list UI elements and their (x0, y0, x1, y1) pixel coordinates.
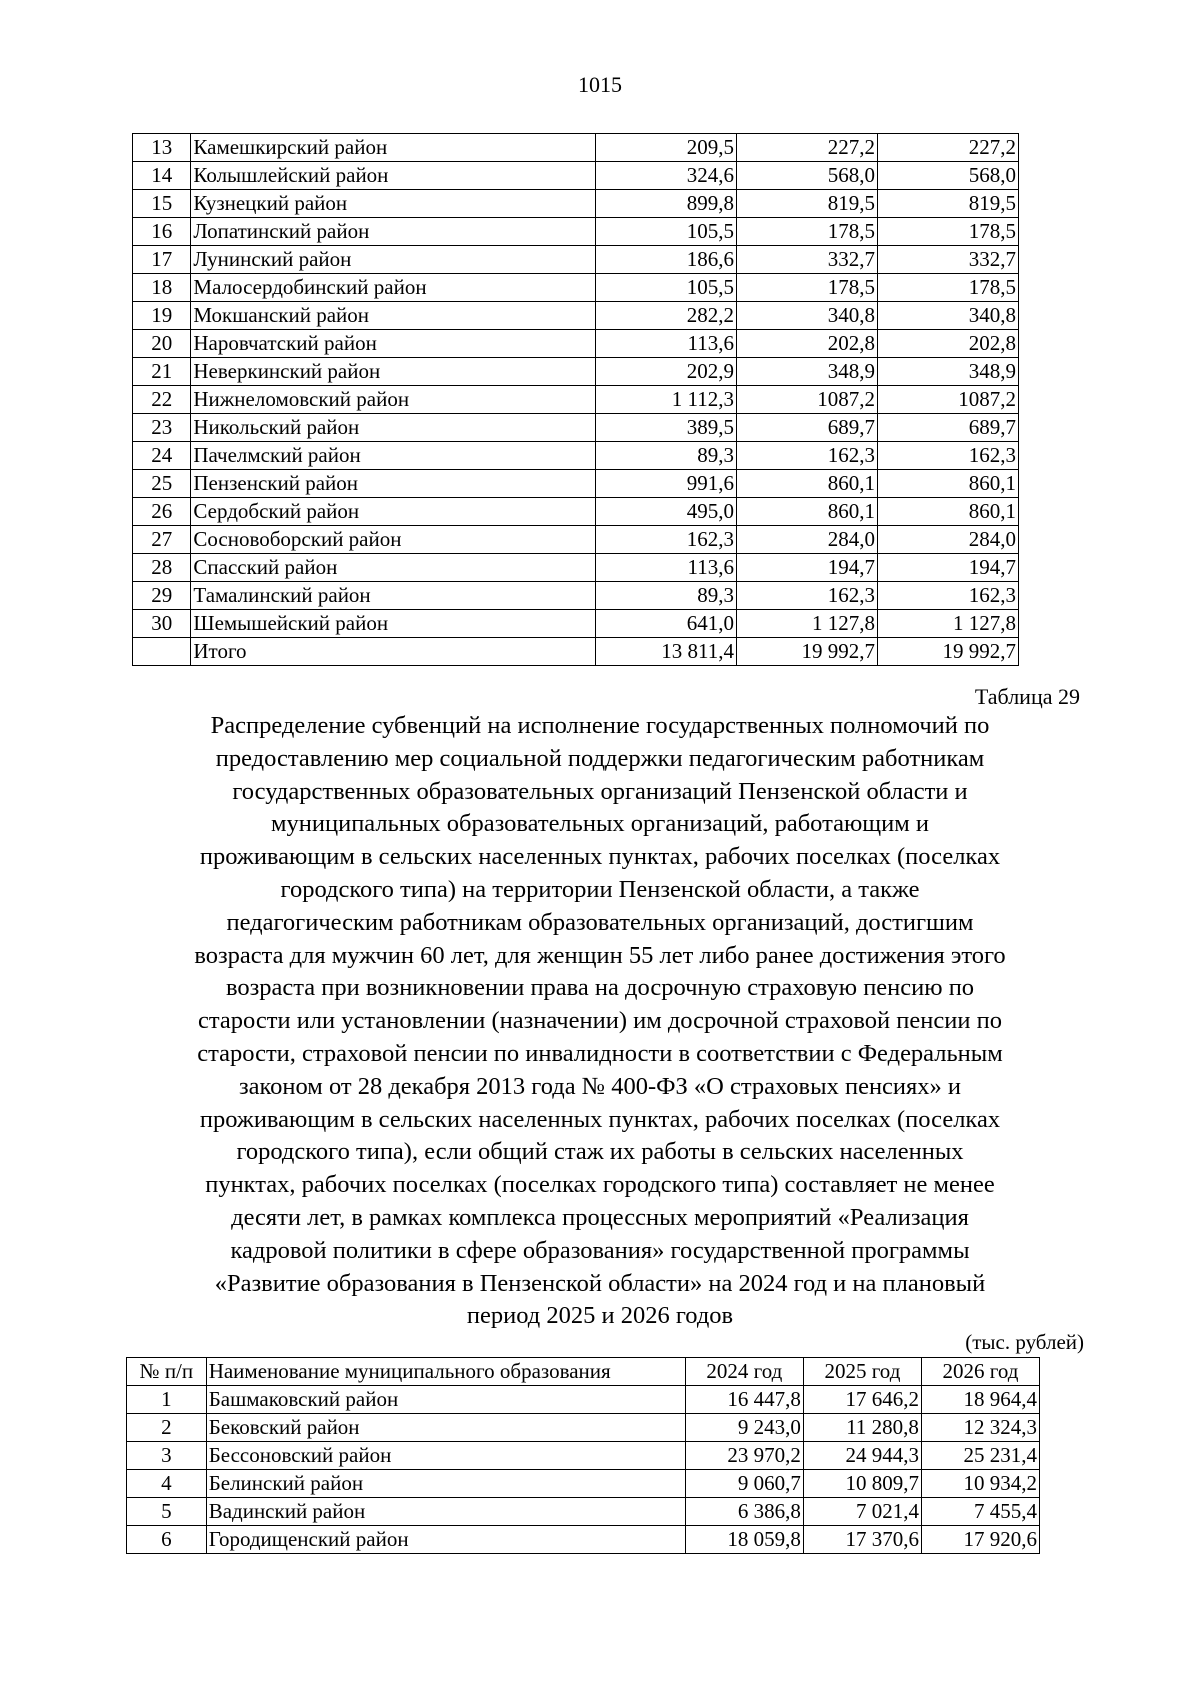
table-row (133, 358, 1019, 386)
table-row (127, 1526, 1040, 1554)
table-row (133, 246, 1019, 274)
value-2025: 202,8 (736, 330, 877, 358)
table-row (127, 1386, 1040, 1414)
district-name: Тамалинский район (191, 582, 596, 610)
district-name: Сосновоборский район (191, 526, 596, 554)
table-29 (126, 1357, 1040, 1554)
value-2024: 324,6 (596, 162, 737, 190)
row-number: 24 (133, 442, 191, 470)
value-2024: 389,5 (596, 414, 737, 442)
header-2025: 2025 год (803, 1358, 921, 1386)
row-number: 16 (133, 218, 191, 246)
title-line: Распределение субвенций на исполнение государственных полномочий по (210, 712, 990, 739)
value-2024: 186,6 (596, 246, 737, 274)
title-line: предоставлению мер социальной поддержки педагогическим работникам (215, 744, 985, 772)
table-row (133, 554, 1019, 582)
value-2025: 1 127,8 (736, 610, 877, 638)
table-row (133, 442, 1019, 470)
district-name: Бековский район (206, 1414, 685, 1442)
value-2026: 340,8 (877, 302, 1018, 330)
row-number: 13 (133, 134, 191, 162)
row-number: 14 (133, 162, 191, 190)
row-number: 27 (133, 526, 191, 554)
district-name: Сердобский район (191, 498, 596, 526)
title-line: старости или установлении (назначении) им досрочной страховой пенсии по (198, 1007, 1002, 1035)
value-2025: 19 992,7 (736, 638, 877, 666)
value-2024: 209,5 (596, 134, 737, 162)
table-row (127, 1442, 1040, 1470)
table-row (133, 218, 1019, 246)
district-name: Лопатинский район (191, 218, 596, 246)
value-2024: 6 386,8 (685, 1498, 803, 1526)
title-line: муниципальных образовательных организаций, работающим и (271, 810, 929, 838)
table-title (120, 710, 1080, 1333)
value-2025: 11 280,8 (803, 1414, 921, 1442)
title-line: «Развитие образования в Пензенской области» на 2024 год и на плановый (214, 1269, 986, 1297)
value-2025: 7 021,4 (803, 1498, 921, 1526)
value-2026: 10 934,2 (921, 1470, 1039, 1498)
table-row (127, 1470, 1040, 1498)
title-line: городского типа) на территории Пензенской области, а также (280, 875, 920, 903)
district-name: Белинский район (206, 1470, 685, 1498)
row-number: 25 (133, 470, 191, 498)
table-row (133, 162, 1019, 190)
district-name: Малосердобинский район (191, 274, 596, 302)
district-name: Камешкирский район (191, 134, 596, 162)
value-2025: 178,5 (736, 218, 877, 246)
row-number: 1 (127, 1386, 207, 1414)
district-name: Нижнеломовский район (191, 386, 596, 414)
value-2024: 282,2 (596, 302, 737, 330)
value-2026: 162,3 (877, 582, 1018, 610)
value-2026: 194,7 (877, 554, 1018, 582)
table-row (127, 1414, 1040, 1442)
value-2024: 105,5 (596, 274, 737, 302)
value-2025: 17 646,2 (803, 1386, 921, 1414)
district-name: Пензенский район (191, 470, 596, 498)
value-2025: 689,7 (736, 414, 877, 442)
table-row (133, 470, 1019, 498)
value-2024: 899,8 (596, 190, 737, 218)
row-number: 4 (127, 1470, 207, 1498)
value-2026: 25 231,4 (921, 1442, 1039, 1470)
district-name: Лунинский район (191, 246, 596, 274)
value-2025: 860,1 (736, 498, 877, 526)
row-number: 30 (133, 610, 191, 638)
value-2024: 641,0 (596, 610, 737, 638)
table-row (133, 134, 1019, 162)
title-line: кадровой политики в сфере образования» государственной программы (230, 1236, 970, 1264)
title-line: пунктах, рабочих поселках (поселках городского типа) составляет не менее (205, 1171, 995, 1199)
value-2026: 332,7 (877, 246, 1018, 274)
table-row (133, 274, 1019, 302)
value-2024: 18 059,8 (685, 1526, 803, 1554)
table-row (127, 1498, 1040, 1526)
header-2026: 2026 год (921, 1358, 1039, 1386)
row-number: 20 (133, 330, 191, 358)
value-2024: 495,0 (596, 498, 737, 526)
district-name: Городищенский район (206, 1526, 685, 1554)
district-name: Бессоновский район (206, 1442, 685, 1470)
value-2024: 9 243,0 (685, 1414, 803, 1442)
district-name: Пачелмский район (191, 442, 596, 470)
row-number: 18 (133, 274, 191, 302)
title-line: законом от 28 декабря 2013 года № 400-ФЗ «О страховых пенсиях» и (238, 1072, 962, 1100)
table-row (133, 638, 1019, 666)
value-2025: 227,2 (736, 134, 877, 162)
row-number: 15 (133, 190, 191, 218)
value-2024: 113,6 (596, 330, 737, 358)
row-number: 28 (133, 554, 191, 582)
district-name: Башмаковский район (206, 1386, 685, 1414)
value-2026: 860,1 (877, 470, 1018, 498)
value-2026: 178,5 (877, 274, 1018, 302)
district-name: Неверкинский район (191, 358, 596, 386)
row-number: 26 (133, 498, 191, 526)
title-line: период 2025 и 2026 годов (466, 1302, 734, 1330)
value-2025: 568,0 (736, 162, 877, 190)
title-line: городского типа), если общий стаж их работы в сельских населенных (236, 1138, 964, 1166)
value-2025: 819,5 (736, 190, 877, 218)
title-line: проживающим в сельских населенных пунктах, рабочих поселках (поселках (199, 843, 1001, 871)
value-2024: 113,6 (596, 554, 737, 582)
title-line: возраста при возникновении права на досрочную страховую пенсию по (225, 974, 975, 1002)
value-2024: 991,6 (596, 470, 737, 498)
row-number: 23 (133, 414, 191, 442)
district-name: Наровчатский район (191, 330, 596, 358)
value-2025: 24 944,3 (803, 1442, 921, 1470)
row-number: 21 (133, 358, 191, 386)
value-2024: 1 112,3 (596, 386, 737, 414)
page-number: 1015 (578, 72, 622, 97)
table-row (133, 610, 1019, 638)
row-number: 22 (133, 386, 191, 414)
header-2024: 2024 год (685, 1358, 803, 1386)
row-number: 6 (127, 1526, 207, 1554)
value-2025: 17 370,6 (803, 1526, 921, 1554)
title-line: государственных образовательных организаций Пензенской области и (232, 777, 968, 805)
title-line: проживающим в сельских населенных пунктах, рабочих поселках (поселках (199, 1105, 1001, 1133)
value-2026: 1 127,8 (877, 610, 1018, 638)
value-2024: 105,5 (596, 218, 737, 246)
value-2026: 7 455,4 (921, 1498, 1039, 1526)
value-2026: 202,8 (877, 330, 1018, 358)
value-2024: 9 060,7 (685, 1470, 803, 1498)
value-2026: 178,5 (877, 218, 1018, 246)
value-2026: 860,1 (877, 498, 1018, 526)
value-2025: 348,9 (736, 358, 877, 386)
value-2025: 332,7 (736, 246, 877, 274)
value-2026: 1087,2 (877, 386, 1018, 414)
header-num: № п/п (127, 1358, 207, 1386)
value-2025: 284,0 (736, 526, 877, 554)
value-2024: 89,3 (596, 442, 737, 470)
district-name: Кузнецкий район (191, 190, 596, 218)
table-header-row (127, 1358, 1040, 1386)
value-2026: 17 920,6 (921, 1526, 1039, 1554)
value-2026: 819,5 (877, 190, 1018, 218)
district-name: Вадинский район (206, 1498, 685, 1526)
value-2025: 10 809,7 (803, 1470, 921, 1498)
row-number: 29 (133, 582, 191, 610)
title-line: возраста для мужчин 60 лет, для женщин 55 лет либо ранее достижения этого (194, 941, 1006, 969)
value-2025: 340,8 (736, 302, 877, 330)
row-number: 2 (127, 1414, 207, 1442)
value-2026: 18 964,4 (921, 1386, 1039, 1414)
value-2025: 162,3 (736, 582, 877, 610)
district-name: Шемышейский район (191, 610, 596, 638)
table-row (133, 302, 1019, 330)
district-name: Колышлейский район (191, 162, 596, 190)
value-2026: 284,0 (877, 526, 1018, 554)
table-row (133, 330, 1019, 358)
table-row (133, 526, 1019, 554)
table-28-continuation (132, 133, 1019, 666)
value-2025: 162,3 (736, 442, 877, 470)
title-line: старости, страховой пенсии по инвалидности в соответствии с Федеральным (197, 1039, 1003, 1067)
table-label: Таблица 29 (974, 684, 1080, 709)
value-2024: 16 447,8 (685, 1386, 803, 1414)
title-line: педагогическим работникам образовательных организаций, достигшим (226, 908, 974, 936)
value-2025: 178,5 (736, 274, 877, 302)
value-2024: 162,3 (596, 526, 737, 554)
value-2026: 227,2 (877, 134, 1018, 162)
value-2025: 194,7 (736, 554, 877, 582)
value-2026: 348,9 (877, 358, 1018, 386)
value-2026: 19 992,7 (877, 638, 1018, 666)
district-name: Никольский район (191, 414, 596, 442)
district-name: Мокшанский район (191, 302, 596, 330)
row-number: 19 (133, 302, 191, 330)
table-row (133, 498, 1019, 526)
value-2024: 13 811,4 (596, 638, 737, 666)
value-2026: 689,7 (877, 414, 1018, 442)
row-number (133, 638, 191, 666)
value-2026: 162,3 (877, 442, 1018, 470)
title-line: десяти лет, в рамках комплекса процессных мероприятий «Реализация (231, 1203, 969, 1231)
header-name: Наименование муниципального образования (206, 1358, 685, 1386)
value-2024: 89,3 (596, 582, 737, 610)
table-row (133, 414, 1019, 442)
units-label: (тыс. рублей) (965, 1330, 1084, 1354)
row-number: 3 (127, 1442, 207, 1470)
value-2026: 12 324,3 (921, 1414, 1039, 1442)
value-2026: 568,0 (877, 162, 1018, 190)
table-row (133, 386, 1019, 414)
table-row (133, 190, 1019, 218)
row-number: 17 (133, 246, 191, 274)
value-2024: 202,9 (596, 358, 737, 386)
district-name: Итого (191, 638, 596, 666)
row-number: 5 (127, 1498, 207, 1526)
value-2025: 1087,2 (736, 386, 877, 414)
value-2024: 23 970,2 (685, 1442, 803, 1470)
value-2025: 860,1 (736, 470, 877, 498)
table-row (133, 582, 1019, 610)
district-name: Спасский район (191, 554, 596, 582)
